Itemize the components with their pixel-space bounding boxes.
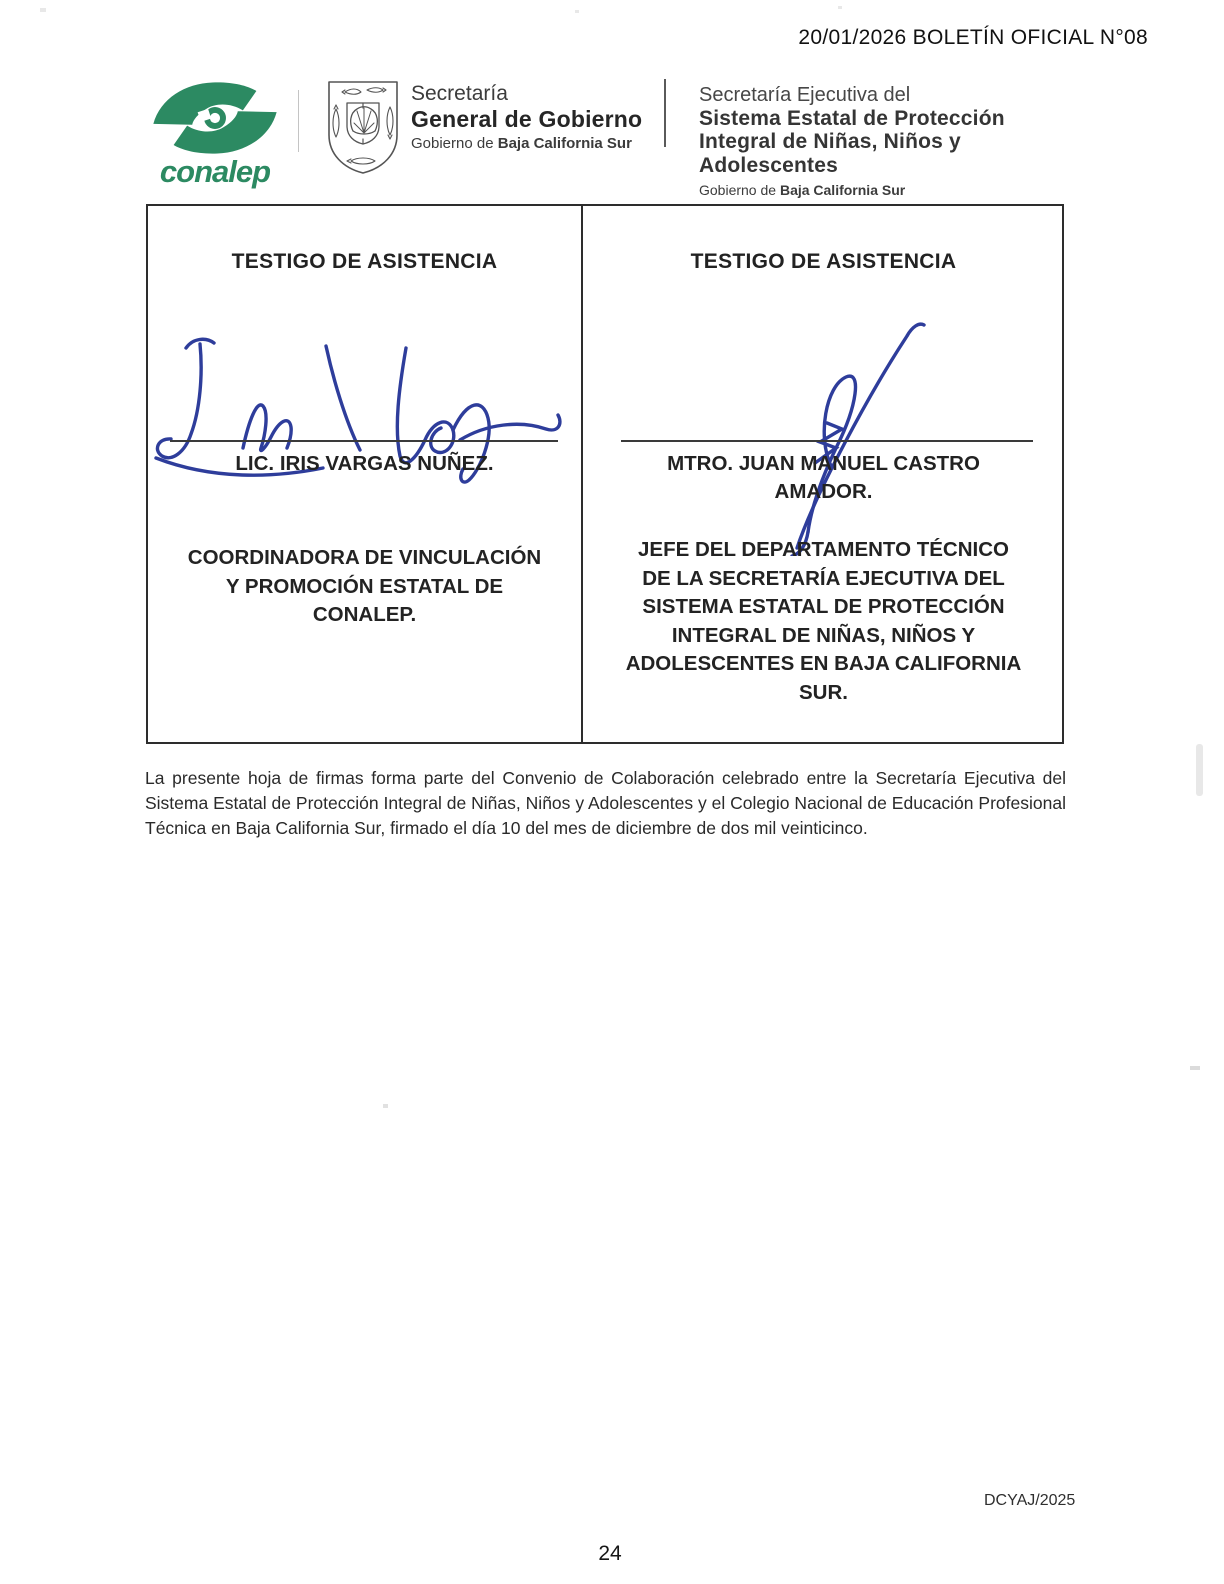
witness-cell-left [148, 206, 581, 742]
bcs-coat-of-arms-icon [321, 79, 405, 177]
sipinna-line5: Gobierno de Baja California Sur [699, 181, 906, 198]
sipinna-line4: Adolescentes [699, 153, 838, 177]
closing-paragraph: La presente hoja de firmas forma parte del Convenio de Colaboración celebrado entre la Secretaría Ejecutiva del Sistema Estatal de Protección Integral de Niñas, Niños y Adolescentes y el Colegio Nacional de Educación Profesional Técnica en Baja California Sur, firmado el día 10 del mes de diciembre de dos mil veinticinco. [145, 768, 1066, 838]
signature-line-right [621, 440, 1033, 442]
header-divider [664, 79, 666, 147]
sgg-logotext [411, 83, 642, 152]
scan-artifact [575, 10, 579, 13]
sgg-line3: Gobierno de Baja California Sur [411, 135, 632, 153]
scan-artifact [1190, 1066, 1200, 1070]
conalep-logo-icon [149, 80, 281, 156]
signature-castro-amador [679, 306, 979, 556]
witness-cell-right [583, 206, 1064, 742]
witness-right-name: MTRO. JUAN MANUEL CASTRO AMADOR. [667, 452, 980, 503]
scan-artifact [40, 8, 46, 12]
scan-artifact [383, 1104, 388, 1108]
sipinna-logotext [699, 85, 1039, 198]
witness-left-title: COORDINADORA DE VINCULACIÓN Y PROMOCIÓN ESTATAL DE CONALEP. [187, 546, 542, 626]
scan-artifact [838, 6, 842, 9]
scan-artifact [1196, 744, 1203, 796]
sgg-line2: General de Gobierno [411, 106, 643, 133]
sgg-line1: Secretaría [411, 82, 508, 105]
witness-right-heading: TESTIGO DE ASISTENCIA [690, 250, 957, 273]
sipinna-line1: Secretaría Ejecutiva del [699, 84, 911, 106]
sipinna-line3: Integral de Niñas, Niños y [699, 130, 961, 154]
witness-left-heading: TESTIGO DE ASISTENCIA [231, 250, 498, 273]
bulletin-header: 20/01/2026 BOLETÍN OFICIAL N°08 [798, 26, 1148, 49]
header-divider-light [298, 90, 299, 152]
witness-left-name: LIC. IRIS VARGAS NUÑEZ. [235, 452, 494, 475]
page-number: 24 [598, 1542, 622, 1565]
conalep-wordmark: conalep [159, 154, 271, 189]
sipinna-line2: Sistema Estatal de Protección [699, 106, 1005, 130]
signature-table [146, 204, 1064, 744]
doc-code: DCYAJ/2025 [984, 1492, 1076, 1509]
signature-line-left [170, 440, 558, 442]
witness-right-title: JEFE DEL DEPARTAMENTO TÉCNICO DE LA SECRETARÍA EJECUTIVA DEL SISTEMA ESTATAL DE PROTECCIÓN INTEGRAL DE NIÑAS, NIÑOS Y ADOLESCENTES EN BAJA CALIFORNIA SUR. [625, 538, 1022, 704]
